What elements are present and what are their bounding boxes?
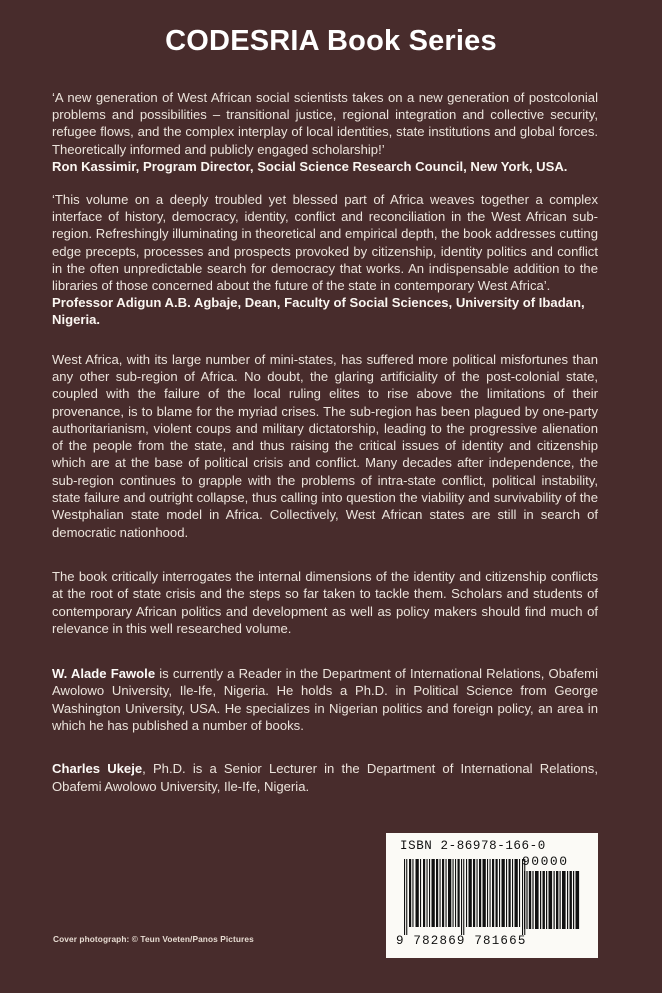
endorsement-text-1: ‘A new generation of West African social scientists takes on a new generation of postcolonial problems and possibilities – transitional justice, regional integration and collective security, refugee flows, and the complex interplay of local identities, state institutions and global forces. Theoretically informed and publicly engaged scholarship!’: [52, 90, 598, 157]
ean13-lead-digit: 9: [396, 934, 405, 948]
description-paragraph-1: West Africa, with its large number of mini-states, has suffered more political misfortunes than any other sub-region of Africa. No doubt, the glaring artificiality of the post-colonial state, coupled with the failure of the local ruling elites to rise above the limitations of their provenance, is to blame for the myriad crises. The sub-region has been plagued by one-party authoritarianism, violent coups and military dictatorship, leading to the progressive alienation of the people from the state, and thus raising the critical issues of identity and citizenship which are at the base of political crisis and conflict. Many decades after independence, the sub-region continues to grapple with the problems of intra-state conflict, political instability, state failure and outright collapse, thus calling into question the viability and survivability of the Westphalian state model in Africa. Collectively, West African states are still in search of democratic nationhood.: [52, 351, 598, 540]
author-bio-text-2: , Ph.D. is a Senior Lecturer in the Department of International Relations, Obafemi Awolowo University, Ile-Ife, Nigeria.: [52, 761, 598, 794]
author-bio-1: [52, 665, 598, 734]
series-title: CODESRIA Book Series: [165, 25, 497, 57]
author-name-2: Charles Ukeje: [52, 761, 143, 777]
ean13-left-digits: 782869: [413, 934, 466, 948]
author-bio-text-1: is currently a Reader in the Department of International Relations, Obafemi Awolowo University, Ile-Ife, Nigeria. He holds a Ph.D. in Political Science from George Washington University, USA. He specializes in Nigerian politics and foreign policy, an area in which he has published a number of books.: [52, 666, 598, 733]
description-paragraph-2: The book critically interrogates the internal dimensions of the identity and citizenship conflicts at the root of state crisis and the steps so far taken to tackle them. Scholars and students of contemporary African politics and development as well as policy makers should find much of relevance in this well researched volume.: [52, 568, 598, 636]
endorsement-quote-2: [52, 191, 598, 329]
ean13-right-digits: 781665: [474, 934, 527, 948]
addon-value: 90000: [522, 854, 569, 869]
isbn-barcode-block: [386, 833, 598, 958]
endorsement-attribution-1: Ron Kassimir, Program Director, Social Science Research Council, New York, USA.: [52, 158, 568, 174]
isbn-label: ISBN 2-86978-166-0: [400, 839, 546, 853]
ean13-digits: [396, 934, 536, 948]
author-bio-2: [52, 760, 598, 795]
endorsement-quote-1: [52, 89, 598, 175]
addon-barcode-bars: [524, 871, 580, 929]
photo-credit: Cover photograph: © Teun Voeten/Panos Pictures: [53, 934, 254, 944]
ean13-barcode-bars: [404, 859, 528, 935]
endorsement-text-2: ‘This volume on a deeply troubled yet blessed part of Africa weaves together a complex interface of history, democracy, identity, conflict and reconciliation in the West African sub-region. Refreshingly illuminating in theoretical and empirical depth, the book addresses cutting edge precepts, processes and prospects provoked by citizenship, identity politics and conflict in the often unpredictable search for democracy that works. An indispensable addition to the libraries of those concerned about the future of the state in contemporary West Africa’.: [52, 192, 598, 294]
author-name-1: W. Alade Fawole: [52, 666, 156, 682]
endorsement-attribution-2: Professor Adigun A.B. Agbaje, Dean, Faculty of Social Sciences, University of Ibadan, Nigeria.: [52, 295, 585, 328]
cover-text-content: [52, 89, 598, 813]
